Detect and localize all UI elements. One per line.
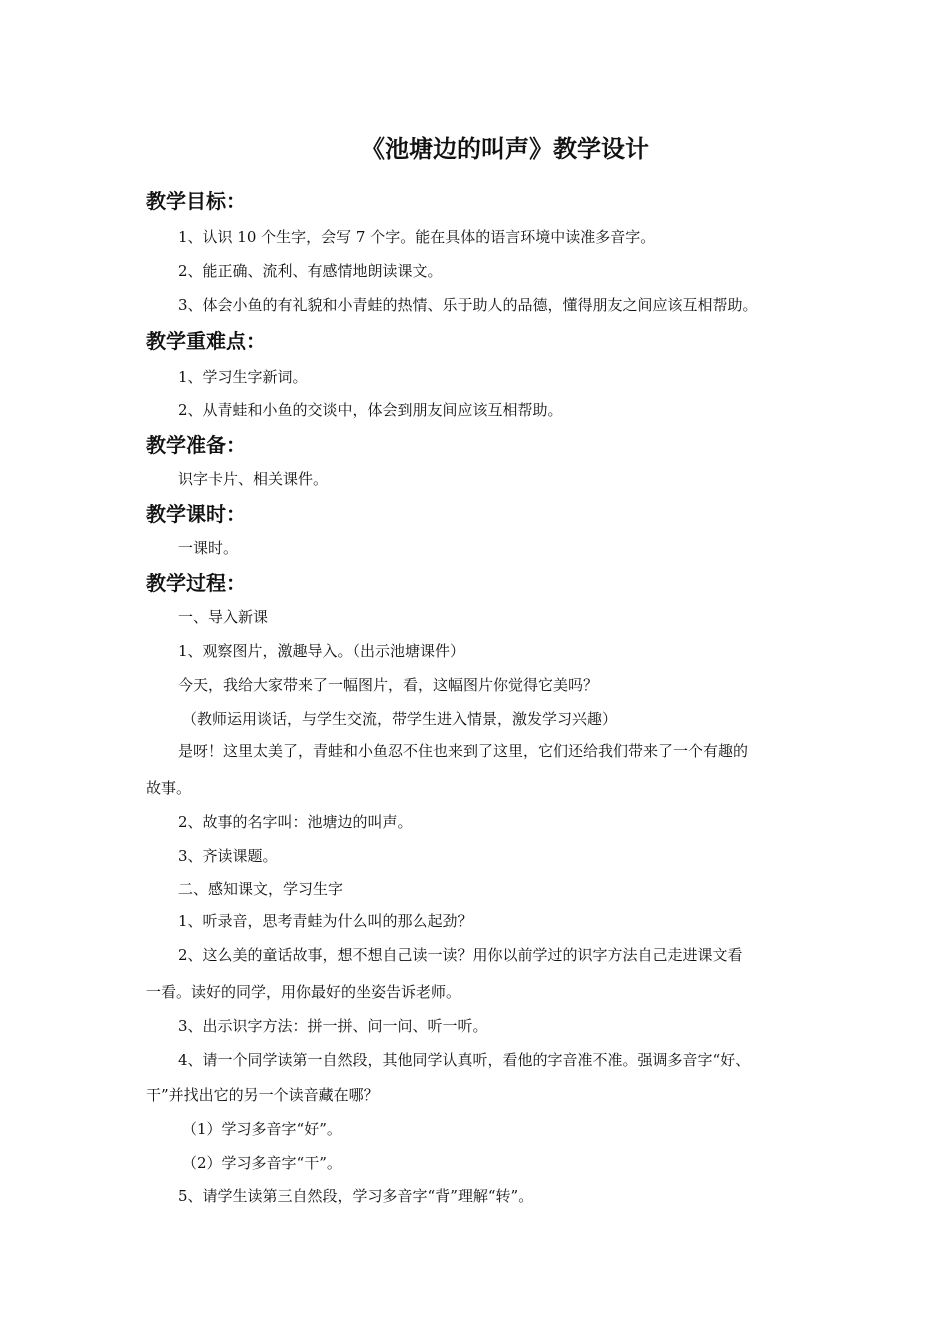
goal-item-3: 3、体会小鱼的有礼貌和小青蛙的热情、乐于助人的品德，懂得朋友之间应该互相帮助。	[178, 296, 758, 314]
process-line: 二、感知课文，学习生字	[178, 880, 344, 898]
section-heading-preparation: 教学准备：	[146, 433, 246, 457]
process-line: 1、观察图片，激趣导入。（出示池塘课件）	[178, 642, 466, 660]
process-line: 3、齐读课题。	[178, 847, 278, 865]
goal-item-2: 2、能正确、流利、有感情地朗读课文。	[178, 262, 443, 280]
key-point-item-1: 1、学习生字新词。	[178, 368, 308, 386]
process-line: 今天，我给大家带来了一幅图片，看，这幅图片你觉得它美吗？	[178, 676, 599, 694]
process-line: 一、导入新课	[178, 608, 269, 626]
process-line: 2、故事的名字叫：池塘边的叫声。	[178, 813, 413, 831]
process-line: 故事。	[146, 779, 192, 797]
preparation-item-1: 识字卡片、相关课件。	[178, 470, 329, 488]
process-line: 3、出示识字方法：拼一拼、问一问、听一听。	[178, 1017, 488, 1035]
process-line: （2）学习多音字“干”。	[182, 1154, 342, 1172]
process-line: 1、听录音，思考青蛙为什么叫的那么起劲？	[178, 912, 473, 930]
periods-item-1: 一课时。	[178, 539, 239, 557]
process-line: 2、这么美的童话故事，想不想自己读一读？用你以前学过的识字方法自己走进课文看	[178, 946, 743, 964]
process-line: 4、请一个同学读第一自然段，其他同学认真听，看他的字音准不准。强调多音字“好、	[178, 1051, 751, 1069]
process-line: 5、请学生读第三自然段，学习多音字“背”理解“转”。	[178, 1187, 534, 1205]
document-title: 《池塘边的叫声》教学设计	[361, 135, 649, 163]
section-heading-periods: 教学课时：	[146, 502, 246, 526]
key-point-item-2: 2、从青蛙和小鱼的交谈中，体会到朋友间应该互相帮助。	[178, 401, 563, 419]
process-line: 一看。读好的同学，用你最好的坐姿告诉老师。	[146, 983, 462, 1001]
section-heading-process: 教学过程：	[146, 571, 246, 595]
goal-item-1: 1、认识 10 个生字，会写 7 个字。能在具体的语言环境中读准多音字。	[178, 228, 656, 246]
process-line: （1）学习多音字“好”。	[182, 1120, 342, 1138]
section-heading-goals: 教学目标：	[146, 189, 246, 213]
process-line: （教师运用谈话，与学生交流，带学生进入情景，激发学习兴趣）	[182, 710, 618, 728]
process-line: 干”并找出它的另一个读音藏在哪？	[146, 1086, 379, 1104]
process-line: 是呀！这里太美了，青蛙和小鱼忍不住也来到了这里，它们还给我们带来了一个有趣的	[178, 742, 749, 760]
section-heading-key-points: 教学重难点：	[146, 329, 266, 353]
